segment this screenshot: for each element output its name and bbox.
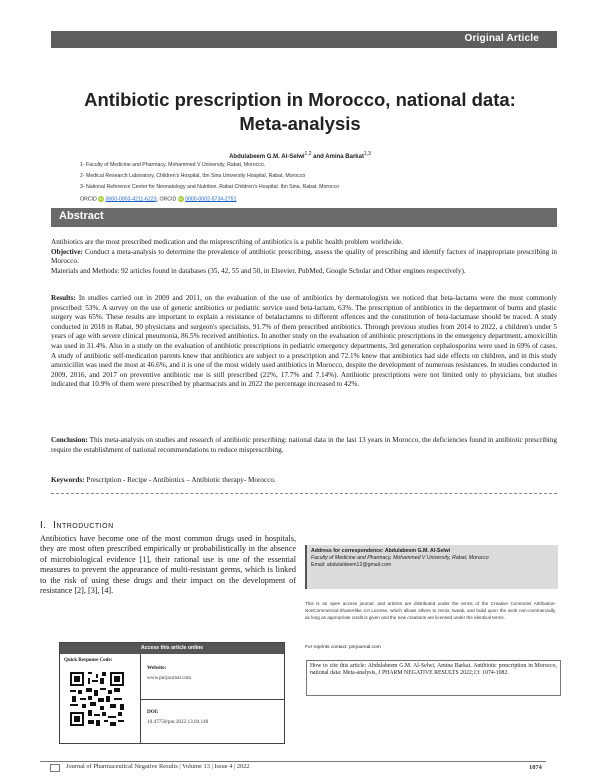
keywords-text: Prescription - Recipe - Antibiotics – Antibiotic therapy- Morocco.: [84, 476, 276, 484]
author-list: [0, 151, 600, 160]
doi-label: DOI:: [147, 709, 159, 715]
keywords-divider: [51, 493, 557, 494]
abstract-conclusion: [51, 436, 557, 455]
qr-code-icon[interactable]: [70, 672, 124, 726]
abstract-methods: Materials and Methods: 92 articles found in databases (35, 42, 55 and 50, in Elsevier, PubMed, Google Scholar and Other engines respectively).: [51, 266, 466, 275]
affiliation-2: 2- Medical Research Laboratory, Children's Hospital, Ibn Sina University Hospital, Rabat, Morocco: [80, 173, 306, 179]
qr-label: Quick Response Code:: [64, 658, 113, 663]
abstract-intro: Antibiotics are the most prescribed medication and the misprescribing of antibiotics is a public health problem worldwide.: [51, 238, 403, 246]
access-online-box: [59, 642, 285, 744]
introduction-heading: [40, 520, 114, 531]
conclusion-text: This meta-analysis on studies and research of antibiotic prescribing: national data in the last 13 years in Morocco, the deficiencies found in antibiotic prescribing require the establishment of national recommendations to reduce misprescribing.: [51, 436, 557, 454]
license-text: This is an open access journal, and articles are distributed under the terms of the Creative Commons Attribution-NonCommercial-ShareAlike 4.0 License, which allows others to remix, tweak, and build upon the work non-commercially, as long as appropriate credit is given and the new creations are licensed under the identical terms.: [305, 601, 556, 620]
article-title: [40, 88, 560, 136]
footer-volume: Volume 13: [182, 763, 210, 770]
correspondence-affiliation: Faculty of Medicine and Pharmacy, Mohammed V University, Rabat, Morocco: [311, 554, 489, 561]
author-conj: and: [311, 154, 326, 160]
reprints-contact: For reprints contact: pnrjournal.com: [305, 645, 381, 650]
correspondence-name: Address for correspondence: Abdulabeem G.M. Al-Selwi: [311, 548, 451, 554]
abstract-intro-block: [51, 238, 557, 276]
website-link[interactable]: www.pnrjournal.com: [147, 675, 192, 681]
author-1: Abdulabeem G.M. Al-Selwi: [229, 154, 305, 160]
results-text: In studies carried out in 2009 and 2011, on the evaluation of the use of antibiotics by dermatologists we noticed that beta-lactams were the most commonly prescribed: 53%. A survey on the use of generic antibiotics or pediatric service used beta-lactam, 63%. The prescription of antibiotics in the department of burns and plastic surgery was 65%. These results are important to explain a resistance of betalactamns to different offences and the constitution of beta-lactamase should be traced. A study conducted in 2018 in Rabat, 90 physicians and surgeon's specialists, 91.7% of them prescribed antibiotics. Through previous studies from 2014 to 2022, a children's under 5 years of age with severe clinical pneumonia, 86.5% received antibiotics. In another study on the evaluation of antibiotic prescriptions in the emergency department, amoxicillin was used in 31.4%. Also in a study on the evaluation of antibiotic prescriptions in pediatric emergency departments, 3rd generation cephalosporins were used in 69% of cases. A study of antibiotic self-medication parents knew that antibiotics are subject to a prescription and 72.1% knew that antibiotics had side effects on children, and in this study amoxicillin was used the most at 46.6%, and it is one of the most widely used antibiotics in Morocco, despite the development of numerous resistances. In studies conducted in 2009, 2016, and 2017 on preventive antibiotic use is still prescribed (22%, 17.7% and 7.14%). Antibiotic prescriptions were not limited only to physicians, but studies indicated that 10.9% of them were prescribed by pharmacists and in 2022 the percentage increased to 42%.: [51, 294, 557, 389]
citation-box: How to cite this article: Abdulabeem G.M. Al-Selwi, Amina Barkat. Antibiotic prescription in Morocco, national data: Meta-analysis, J PHARM NEGATIVE RESULTS 2022;13: 1074-1082.: [306, 660, 561, 696]
orcid-label-1: ORCID: [80, 196, 97, 203]
footer-marker: [50, 764, 60, 772]
author-2: Amina Barkat: [325, 154, 364, 160]
results-label: Results:: [51, 294, 76, 302]
title-line-2: Meta-analysis: [239, 113, 361, 134]
author-1-affil: 1,2: [304, 151, 312, 157]
objective-label: Objective:: [51, 247, 83, 256]
page-number: 1074: [529, 764, 542, 771]
section-title: Introduction: [53, 520, 114, 531]
keywords-label: Keywords:: [51, 476, 85, 484]
footer-journal: Journal of Pharmaceutical Negative Results: [66, 763, 178, 770]
abstract-bar: [51, 208, 557, 227]
article-type-bar: [51, 31, 557, 48]
objective-text: Conduct a meta-analysis to determine the prevalence of antibiotic prescribing, assess the quality of prescribing and identify factors of inappropriate prescribing in Morocco.: [51, 247, 557, 266]
affiliation-3: 3- National Reference Center for Neonatology and Nutrition. Rabat Children's Hospital. Ibn Sina, Rabat, Morocco: [80, 184, 340, 190]
orcid-link-2[interactable]: 0000-0002-5734-2751: [185, 196, 237, 203]
footer-journal-info: Journal of Pharmaceutical Negative Results | Volume 13 | Issue 4 | 2022: [66, 763, 250, 770]
orcid-line: ORCID iD 0000-0003-4211-6223, ORCID iD 0000-0002-5734-2751: [80, 196, 237, 203]
correspondence-email: Email: abdulaldeem12@gmail.com: [311, 561, 392, 568]
doi-value[interactable]: 10.47750/pnr.2022.13.04.148: [147, 719, 209, 725]
author-2-affil: 1,3: [363, 151, 371, 157]
abstract-results: [51, 294, 557, 390]
article-type-label: Original Article: [464, 33, 539, 44]
affiliation-1: 1- Faculty of Medicine and Pharmacy, Mohammed V University, Rabat, Morocco.: [80, 162, 266, 168]
orcid-icon: iD: [178, 196, 183, 201]
access-heading: Access this article online: [60, 643, 284, 654]
conclusion-label: Conclusion:: [51, 436, 88, 444]
orcid-label-2: ORCID: [159, 196, 177, 203]
keywords: [51, 476, 276, 484]
footer-issue: Issue 4: [214, 763, 233, 770]
section-number: I.: [40, 520, 47, 531]
access-hdivider: [140, 699, 284, 700]
title-line-1: Antibiotic prescription in Morocco, national data:: [84, 89, 516, 110]
correspondence-box: [305, 545, 558, 589]
footer-year: 2022: [236, 763, 250, 770]
orcid-link-1[interactable]: 0000-0003-4211-6223: [105, 196, 157, 203]
website-label: Website:: [147, 665, 167, 671]
footer-divider: [40, 761, 546, 762]
abstract-objective: [51, 248, 557, 267]
orcid-icon: iD: [99, 196, 104, 201]
introduction-text: Antibiotics have become one of the most common drugs used in hospitals, they are most often prescribed empirically or probabilistically in the absence of microbiological evidence [1], their rational use is one of the essential measures to prevent the appearance of multi-resistant germs, which is linked to the risk of using these drugs and their impact on the development of resistance [2], [3], [4].: [40, 534, 296, 596]
abstract-heading: Abstract: [59, 210, 104, 222]
